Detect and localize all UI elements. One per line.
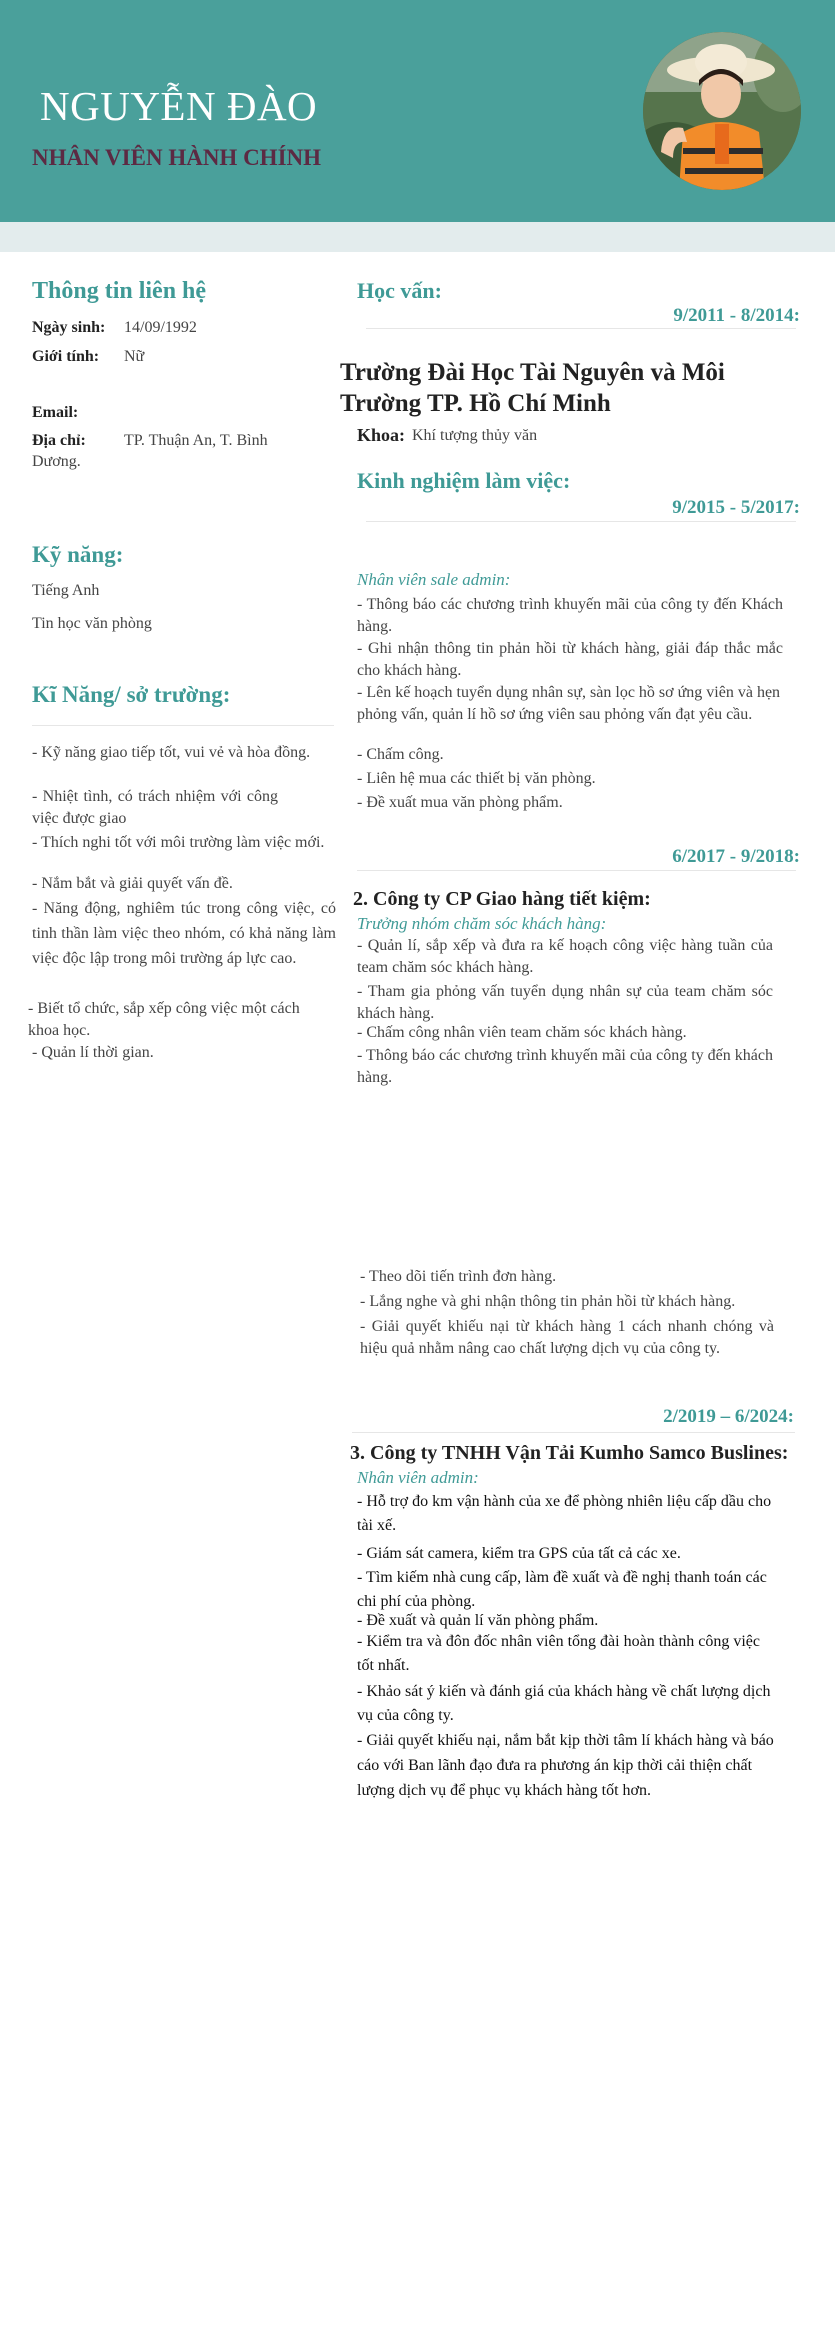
job-duty-item: - Kiểm tra và đôn đốc nhân viên tổng đài hoàn thành công việc tốt nhất. <box>357 1633 760 1674</box>
job-duty-item: - Quản lí, sắp xếp và đưa ra kế hoạch công việc hàng tuần của team chăm sóc khách hàng. <box>357 937 773 976</box>
portrait-photo-icon <box>643 32 801 190</box>
avatar <box>643 32 801 190</box>
job-duty-item: - Tham gia phỏng vấn tuyển dụng nhân sự của team chăm sóc khách hàng. <box>357 983 773 1022</box>
job-duty-item: - Thông báo các chương trình khuyến mãi của công ty đến khách hàng. <box>357 1047 773 1086</box>
skill-item: Tin học văn phòng <box>32 615 152 632</box>
strength-item: - Kỹ năng giao tiếp tốt, vui vẻ và hòa đồng. <box>32 744 311 761</box>
address-value: TP. Thuận An, T. Bình <box>124 432 268 449</box>
job-duty-item: - Hỗ trợ đo km vận hành của xe để phòng nhiên liệu cấp dầu cho tài xế. <box>357 1493 772 1534</box>
divider <box>32 725 334 726</box>
job-duty-item: - Giám sát camera, kiểm tra GPS của tất cả các xe. <box>357 1545 681 1562</box>
divider <box>366 521 796 522</box>
job-duty-item: - Ghi nhận thông tin phản hồi từ khách hàng, giải đáp thắc mắc cho khách hàng. <box>357 640 783 679</box>
strength-item: - Nhiệt tình, có trách nhiệm với công việc được giao <box>32 788 278 827</box>
job-duty-item: - Lắng nghe và ghi nhận thông tin phản hồi từ khách hàng. <box>360 1293 736 1310</box>
job-duty-item: - Lên kế hoạch tuyển dụng nhân sự, sàn lọc hồ sơ ứng viên và hẹn phỏng vấn, quản lí hồ sơ ứng viên sau phỏng vấn đạt yêu cầu. <box>357 684 781 723</box>
strength-item: - Năng động, nghiêm túc trong công việc, có tinh thần làm việc theo nhóm, có khả năng làm việc độc lập trong môi trường áp lực cao. <box>32 900 336 967</box>
gender-value: Nữ <box>124 348 145 365</box>
dob-value: 14/09/1992 <box>124 319 197 336</box>
strength-item: - Nắm bắt và giải quyết vấn đề. <box>32 875 233 892</box>
candidate-name: NGUYỄN ĐÀO <box>40 83 318 129</box>
education-heading: Học vấn: <box>357 278 442 303</box>
job-role: Nhân viên admin: <box>357 1468 479 1487</box>
strength-item: - Thích nghi tốt với môi trường làm việc mới. <box>32 834 325 851</box>
divider <box>366 328 796 329</box>
education-dates: 9/2011 - 8/2014: <box>673 305 800 326</box>
school-name: Trường Đài Học Tài Nguyên và Môi Trường TP. Hồ Chí Minh <box>340 359 725 417</box>
dob-label: Ngày sinh: <box>32 319 106 336</box>
job-duty-item: - Theo dõi tiến trình đơn hàng. <box>360 1268 557 1285</box>
job-duty-item: - Đề xuất mua văn phòng phẩm. <box>357 794 563 811</box>
address-value-continued: Dương. <box>32 453 81 470</box>
job-role: Trưởng nhóm chăm sóc khách hàng: <box>357 914 607 933</box>
job-duty-item: - Chấm công. <box>357 746 444 763</box>
company-name: 2. Công ty CP Giao hàng tiết kiệm: <box>353 888 651 910</box>
gender-label: Giới tính: <box>32 348 100 365</box>
email-label: Email: <box>32 404 79 421</box>
job-duty-item: - Tìm kiếm nhà cung cấp, làm đề xuất và đề nghị thanh toán các chi phí của phòng. <box>357 1569 767 1610</box>
divider <box>352 1432 795 1433</box>
job-duty-item: - Khảo sát ý kiến và đánh giá của khách hàng về chất lượng dịch vụ của công ty. <box>357 1683 771 1724</box>
skills-heading: Kỹ năng: <box>32 542 124 567</box>
job-dates: 2/2019 – 6/2024: <box>663 1406 794 1427</box>
company-name: 3. Công ty TNHH Vận Tải Kumho Samco Buslines: <box>350 1442 789 1464</box>
address-label: Địa chỉ: <box>32 432 86 449</box>
job-duty-item: - Giải quyết khiếu nại, nắm bắt kịp thời tâm lí khách hàng và báo cáo với Ban lãnh đạo đưa ra phương án kịp thời cải thiện chất lượng dịch vụ để phục vụ khách hàng tốt hơn. <box>357 1732 774 1799</box>
candidate-job-title: NHÂN VIÊN HÀNH CHÍNH <box>32 145 322 170</box>
job-duty-item: - Thông báo các chương trình khuyến mãi của công ty đến Khách hàng. <box>357 596 783 635</box>
job-dates: 6/2017 - 9/2018: <box>672 846 800 867</box>
header-divider-strip <box>0 222 835 252</box>
divider <box>357 870 796 871</box>
job-duty-item: - Giải quyết khiếu nại từ khách hàng 1 cách nhanh chóng và hiệu quả nhằm nâng cao chất lượng dịch vụ của công ty. <box>360 1318 774 1357</box>
skill-item: Tiếng Anh <box>32 582 100 599</box>
job-duty-item: - Đề xuất và quản lí văn phòng phẩm. <box>357 1612 599 1629</box>
faculty-value: Khí tượng thủy văn <box>412 427 538 444</box>
contact-heading: Thông tin liên hệ <box>32 278 207 304</box>
job-role: Nhân viên sale admin: <box>357 570 511 589</box>
faculty-label: Khoa: <box>357 425 406 445</box>
job-duty-item: - Chấm công nhân viên team chăm sóc khách hàng. <box>357 1024 687 1041</box>
strength-item: - Biết tổ chức, sắp xếp công việc một cách khoa học. <box>28 1000 300 1039</box>
job-dates: 9/2015 - 5/2017: <box>672 497 800 518</box>
strengths-heading: Kĩ Năng/ sở trường: <box>32 682 231 707</box>
job-duty-item: - Liên hệ mua các thiết bị văn phòng. <box>357 770 596 787</box>
strength-item: - Quản lí thời gian. <box>32 1044 154 1061</box>
experience-heading: Kinh nghiệm làm việc: <box>357 468 571 493</box>
